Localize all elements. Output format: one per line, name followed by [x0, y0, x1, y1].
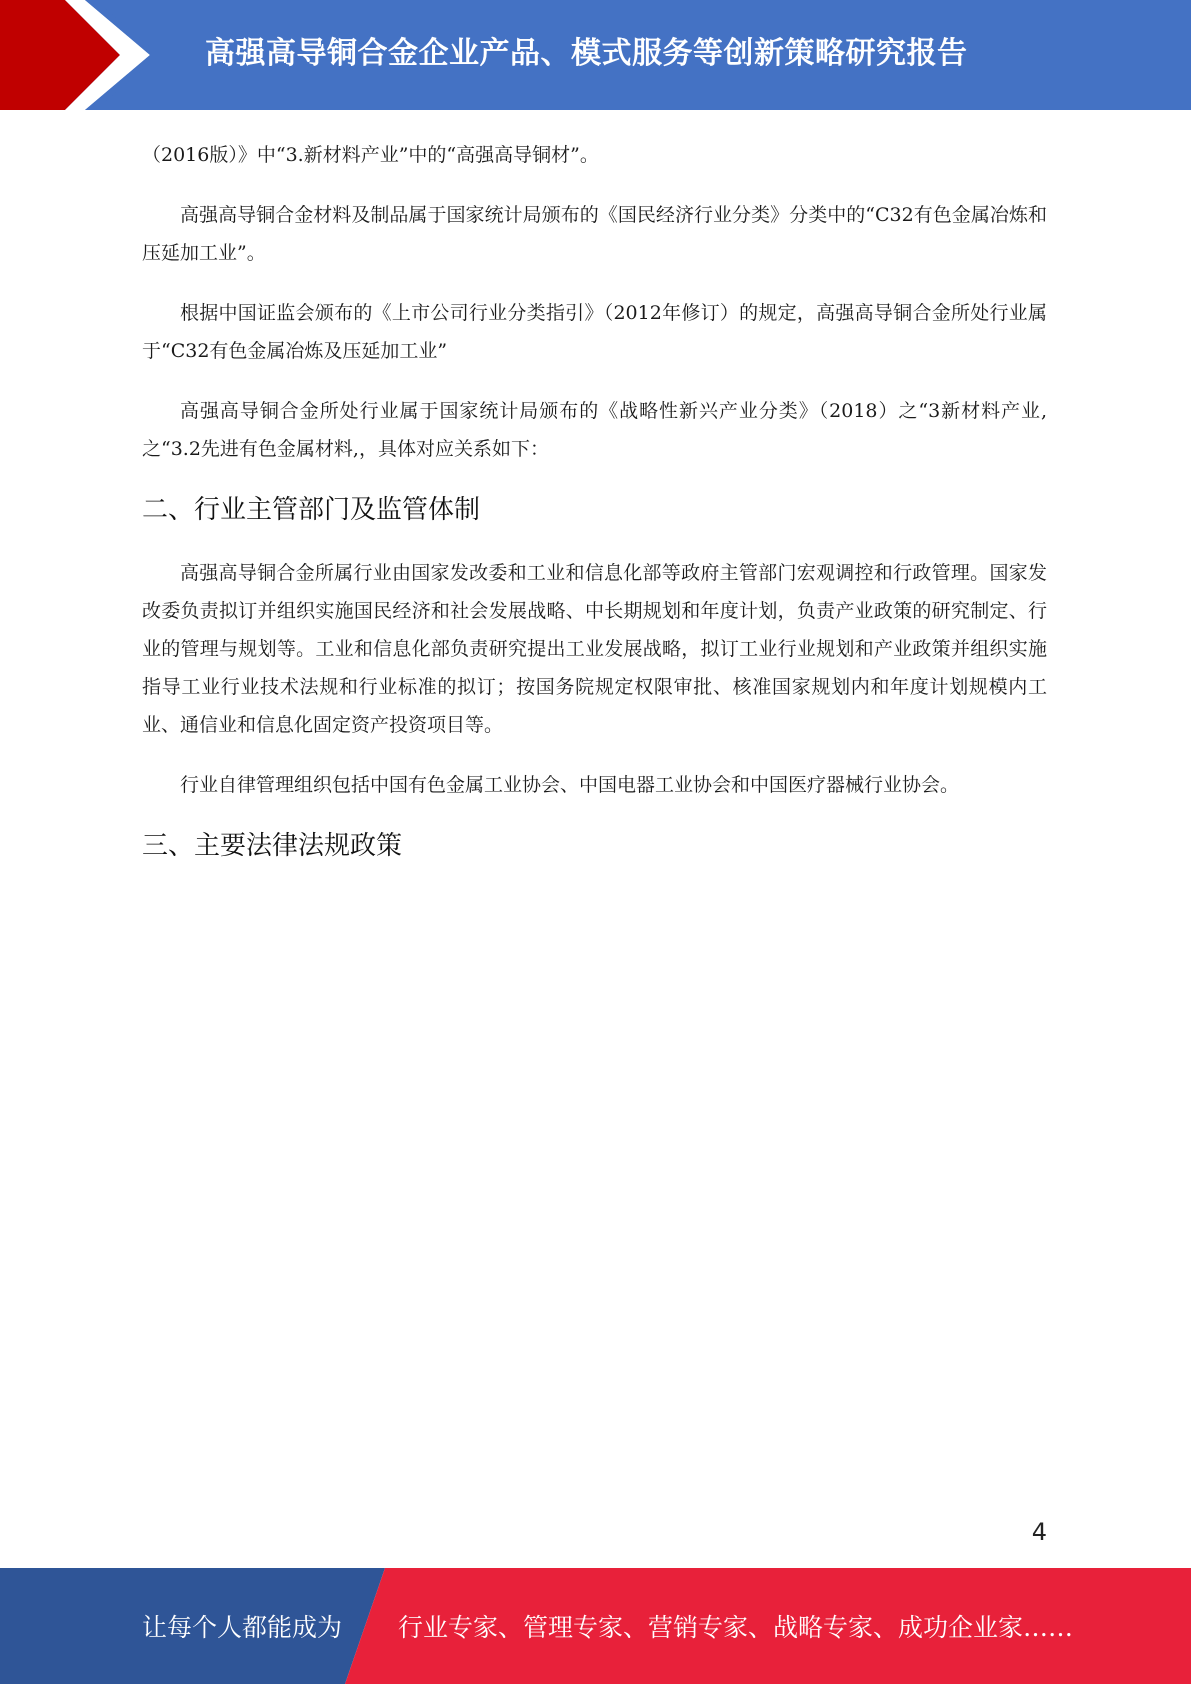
report-title: 高强高导铜合金企业产品、模式服务等创新策略研究报告: [205, 36, 968, 71]
paragraph-strategic-industry: 高强高导铜合金所处行业属于国家统计局颁布的《战略性新兴产业分类》（2018）之“3新材料产业,之“3.2先进有色金属材料,，具体对应关系如下：: [142, 400, 1047, 460]
section-heading-laws: 三、主要法律法规政策: [142, 831, 403, 861]
footer-slogan-left: 让每个人都能成为: [142, 1613, 343, 1642]
main-content: [142, 136, 1047, 890]
paragraph-csrc-classification: 根据中国证监会颁布的《上市公司行业分类指引》（2012年修订）的规定，高强高导铜合金所处行业属于“C32有色金属冶炼及压延加工业”: [142, 302, 1047, 362]
page-footer: [0, 1568, 1191, 1684]
footer-slogan-right: 行业专家、管理专家、营销专家、战略专家、成功企业家……: [398, 1613, 1074, 1642]
section-heading-regulation: 二、行业主管部门及监管体制: [142, 495, 481, 525]
paragraph-associations: 行业自律管理组织包括中国有色金属工业协会、中国电器工业协会和中国医疗器械行业协会。: [180, 774, 960, 796]
page-header: [0, 0, 1191, 110]
page-number: 4: [1031, 1518, 1047, 1546]
paragraph-national-classification: 高强高导铜合金材料及制品属于国家统计局颁布的《国民经济行业分类》分类中的“C32有色金属冶炼和压延加工业”。: [142, 204, 1047, 264]
paragraph-continuation: （2016版）》中“3.新材料产业”中的“高强高导铜材”。: [142, 144, 599, 166]
paragraph-regulators: 高强高导铜合金所属行业由国家发改委和工业和信息化部等政府主管部门宏观调控和行政管理。国家发改委负责拟订并组织实施国民经济和社会发展战略、中长期规划和年度计划，负责产业政策的研究制定、行业的管理与规划等。工业和信息化部负责研究提出工业发展战略，拟订工业行业规划和产业政策并组织实施指导工业行业技术法规和行业标准的拟订；按国务院规定权限审批、核准国家规划内和年度计划规模内工业、通信业和信息化固定资产投资项目等。: [142, 562, 1047, 736]
